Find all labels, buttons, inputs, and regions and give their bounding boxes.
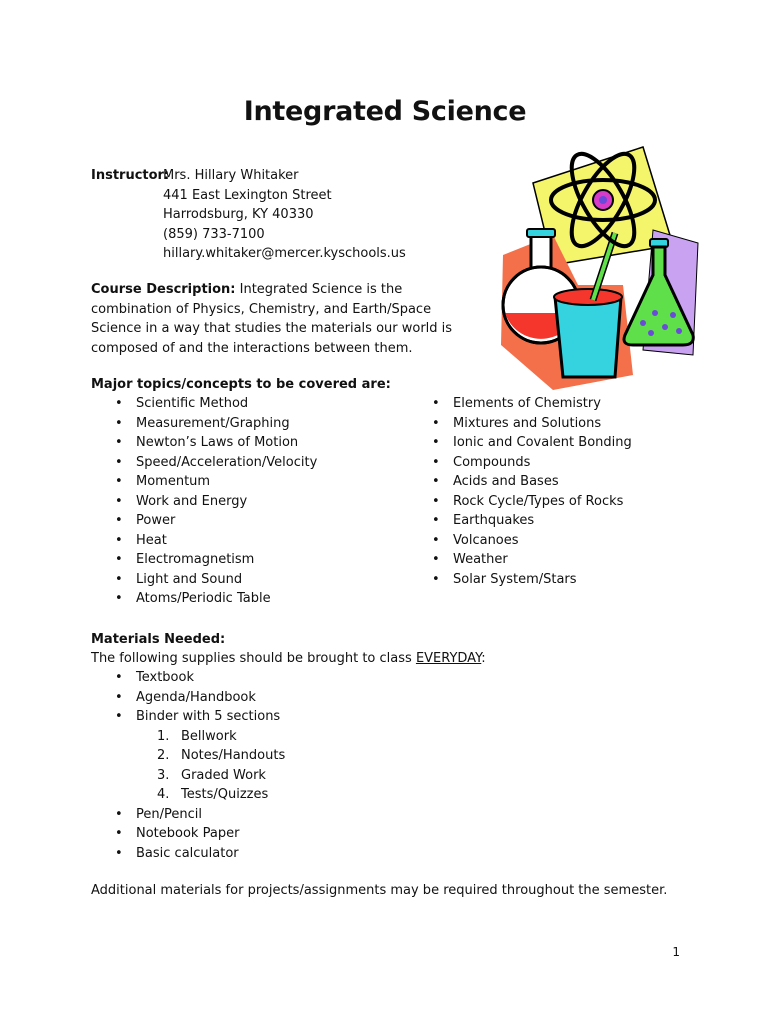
list-number: 3. <box>157 767 170 783</box>
bullet-icon: • <box>115 826 123 841</box>
binder-section-text: Bellwork <box>181 728 237 744</box>
science-flasks-atom-clipart <box>493 145 703 390</box>
list-item-text: Pen/Pencil <box>136 806 202 822</box>
list-item <box>408 414 632 434</box>
binder-sections-wrapper <box>91 727 285 805</box>
list-item-text: Momentum <box>136 474 211 489</box>
bullet-icon: • <box>115 552 123 567</box>
list-item-text: Solar System/Stars <box>453 571 577 587</box>
list-item <box>408 550 632 570</box>
list-item <box>91 492 317 512</box>
list-item <box>408 433 632 453</box>
list-item <box>408 570 632 590</box>
list-item-text: Work and Energy <box>136 493 248 509</box>
list-number: 1. <box>157 728 170 744</box>
list-item-text: Light and Sound <box>136 571 243 587</box>
list-item-text: Compounds <box>453 454 531 470</box>
additional-materials-note: Additional materials for projects/assignments may be required throughout the semester. <box>91 883 668 898</box>
bullet-icon: • <box>115 689 123 705</box>
bullet-icon: • <box>115 532 123 548</box>
list-item-text: Mixtures and Solutions <box>453 415 602 431</box>
materials-intro-end: : <box>481 651 486 666</box>
list-item <box>91 453 317 473</box>
list-item <box>408 492 632 512</box>
topics-heading: Major topics/concepts to be covered are: <box>91 377 391 392</box>
instructor-address-line2: Harrodsburg, KY 40330 <box>163 207 314 222</box>
list-item-text: Measurement/Graphing <box>136 415 290 431</box>
list-item <box>91 433 317 453</box>
instructor-name: Mrs. Hillary Whitaker <box>163 168 299 183</box>
list-item-text: Acids and Bases <box>453 474 559 489</box>
list-item <box>91 394 317 414</box>
list-item <box>408 394 632 414</box>
course-description-label: Course Description: <box>91 282 236 297</box>
bullet-icon: • <box>432 396 440 411</box>
bullet-icon: • <box>115 513 123 528</box>
list-item-text: Basic calculator <box>136 845 239 861</box>
list-item-text: Elements of Chemistry <box>453 396 601 411</box>
bullet-icon: • <box>115 435 123 450</box>
bullet-icon: • <box>432 415 440 431</box>
course-description <box>91 280 481 358</box>
binder-section-item <box>91 746 285 766</box>
list-item-text: Scientific Method <box>136 396 249 411</box>
list-item <box>91 707 285 727</box>
bullet-icon: • <box>432 552 440 567</box>
materials-intro-emphasis: EVERYDAY <box>415 651 482 666</box>
binder-sections-list <box>91 727 285 805</box>
list-item-text: Power <box>136 513 176 528</box>
materials-list <box>91 668 285 863</box>
binder-section-text: Graded Work <box>181 767 266 783</box>
list-item-text: Heat <box>136 532 167 548</box>
list-item-text: Speed/Acceleration/Velocity <box>136 454 318 470</box>
bullet-icon: • <box>115 474 123 489</box>
topics-list-right <box>408 394 632 589</box>
binder-section-item <box>91 727 285 747</box>
list-item <box>91 844 285 864</box>
materials-intro <box>91 649 486 669</box>
bullet-icon: • <box>432 513 440 528</box>
list-item <box>91 511 317 531</box>
list-item-text: Textbook <box>136 670 194 685</box>
list-number: 2. <box>157 748 170 763</box>
list-item <box>91 414 317 434</box>
instructor-email: hillary.whitaker@mercer.kyschools.us <box>163 246 406 261</box>
bullet-icon: • <box>432 435 440 450</box>
materials-heading: Materials Needed: <box>91 632 226 647</box>
list-item-text: Earthquakes <box>453 513 535 528</box>
instructor-block <box>91 166 406 261</box>
list-item-text: Atoms/Periodic Table <box>136 591 271 606</box>
list-item-text: Agenda/Handbook <box>136 689 256 705</box>
list-item-text: Weather <box>453 552 508 567</box>
list-item <box>91 531 317 551</box>
bullet-icon: • <box>432 532 440 548</box>
bullet-icon: • <box>115 709 123 724</box>
bullet-icon: • <box>115 396 123 411</box>
list-item <box>91 805 285 825</box>
list-item <box>408 511 632 531</box>
bullet-icon: • <box>115 415 123 431</box>
bullet-icon: • <box>115 454 123 470</box>
bullet-icon: • <box>432 474 440 489</box>
bullet-icon: • <box>432 571 440 587</box>
bullet-icon: • <box>432 454 440 470</box>
list-number: 4. <box>157 787 170 802</box>
course-description-text: Integrated Science is the combination of Physics, Chemistry, and Earth/Space Science in a way that studies the materials our world is composed of and the interactions between them. <box>91 282 453 356</box>
list-item-text: Notebook Paper <box>136 826 240 841</box>
bullet-icon: • <box>115 670 123 685</box>
list-item-text: Rock Cycle/Types of Rocks <box>453 493 624 509</box>
bullet-icon: • <box>432 493 440 509</box>
list-item <box>91 668 285 688</box>
list-item <box>408 472 632 492</box>
materials-intro-text: The following supplies should be brought to class <box>91 651 416 666</box>
bullet-icon: • <box>115 493 123 509</box>
instructor-details <box>163 166 406 264</box>
list-item-text: Binder with 5 sections <box>136 709 281 724</box>
instructor-phone: (859) 733-7100 <box>163 226 265 242</box>
list-item <box>91 472 317 492</box>
list-item-text: Volcanoes <box>453 532 519 548</box>
binder-section-item <box>91 785 285 805</box>
list-item <box>91 688 285 708</box>
bullet-icon: • <box>115 571 123 587</box>
bullet-icon: • <box>115 591 123 606</box>
page-title: Integrated Science <box>243 96 527 127</box>
topics-list-left <box>91 394 317 609</box>
list-item-text: Ionic and Covalent Bonding <box>453 435 632 450</box>
list-item <box>91 550 317 570</box>
page-number: 1 <box>672 945 680 959</box>
binder-section-text: Notes/Handouts <box>181 748 286 763</box>
bullet-icon: • <box>115 806 123 822</box>
instructor-label: Instructor: <box>91 168 170 183</box>
instructor-address-line1: 441 East Lexington Street <box>163 187 332 203</box>
binder-section-text: Tests/Quizzes <box>181 787 269 802</box>
list-item <box>91 589 317 609</box>
list-item-text: Electromagnetism <box>136 552 255 567</box>
list-item <box>408 453 632 473</box>
bullet-icon: • <box>115 845 123 861</box>
list-item <box>91 570 317 590</box>
list-item-text: Newton’s Laws of Motion <box>136 435 299 450</box>
list-item <box>91 824 285 844</box>
list-item <box>408 531 632 551</box>
binder-section-item <box>91 766 285 786</box>
